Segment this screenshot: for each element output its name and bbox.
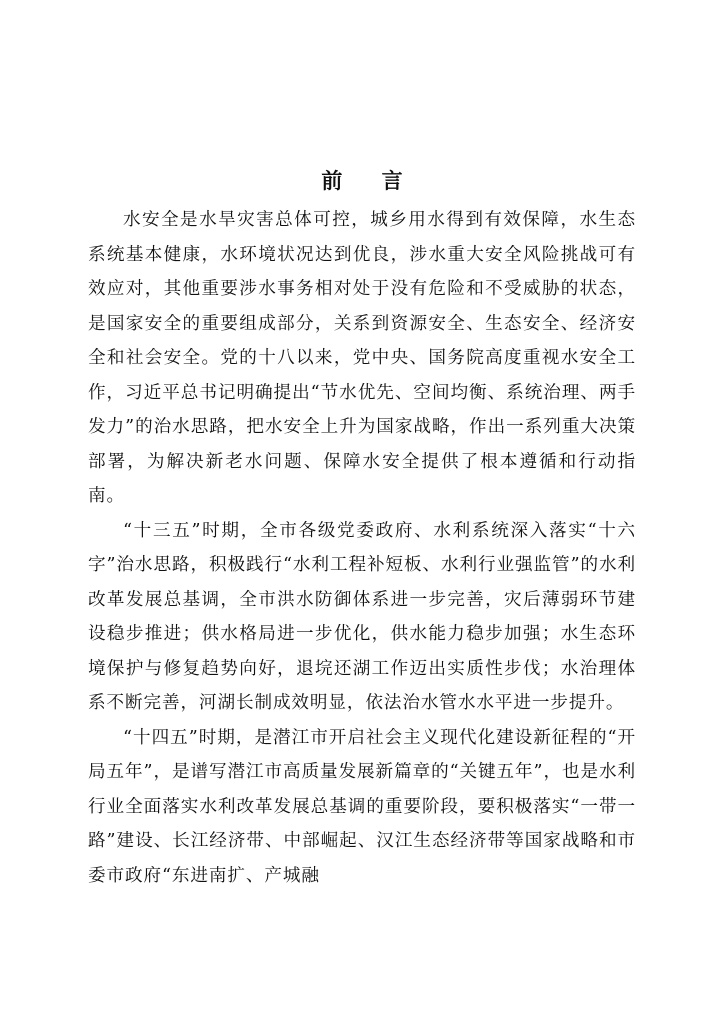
- paragraph-13th-five-year: “十三五”时期，全市各级党委政府、水利系统深入落实“十六字”治水思路，积极践行“水利工程补短板、水利行业强监管”的水利改革发展总基调，全市洪水防御体系进一步完善，灾后薄弱环节建设稳步推进；供水格局进一步优化，供水能力稳步加强；水生态环境保护与修复趋势向好，退垸还湖工作迈出实质性步伐；水治理体系不断完善，河湖长制成效明显，依法治水管水水平进一步提升。: [88, 520, 636, 713]
- document-body: [88, 203, 636, 893]
- paragraph-14th-five-year: “十四五”时期，是潜江市开启社会主义现代化建设新征程的“开局五年”，是谱写潜江市高质量发展新篇章的“关键五年”，也是水利行业全面落实水利改革发展总基调的重要阶段，要积极落实“一带一路”建设、长江经济带、中部崛起、汉江生态经济带等国家战略和市委市政府“东进南扩、产城融: [88, 727, 636, 886]
- page-title: 前 言: [321, 168, 419, 193]
- paragraph-water-security: 水安全是水旱灾害总体可控，城乡用水得到有效保障，水生态系统基本健康，水环境状况达到优良，涉水重大安全风险挑战可有效应对，其他重要涉水事务相对处于没有危险和不受威胁的状态，是国家安全的重要组成部分，关系到资源安全、生态安全、经济安全和社会安全。党的十八以来，党中央、国务院高度重视水安全工作，习近平总书记明确提出“节水优先、空间均衡、系统治理、两手发力”的治水思路，把水安全上升为国家战略，作出一系列重大决策部署，为解决新老水问题、保障水安全提供了根本遵循和行动指南。: [88, 210, 636, 506]
